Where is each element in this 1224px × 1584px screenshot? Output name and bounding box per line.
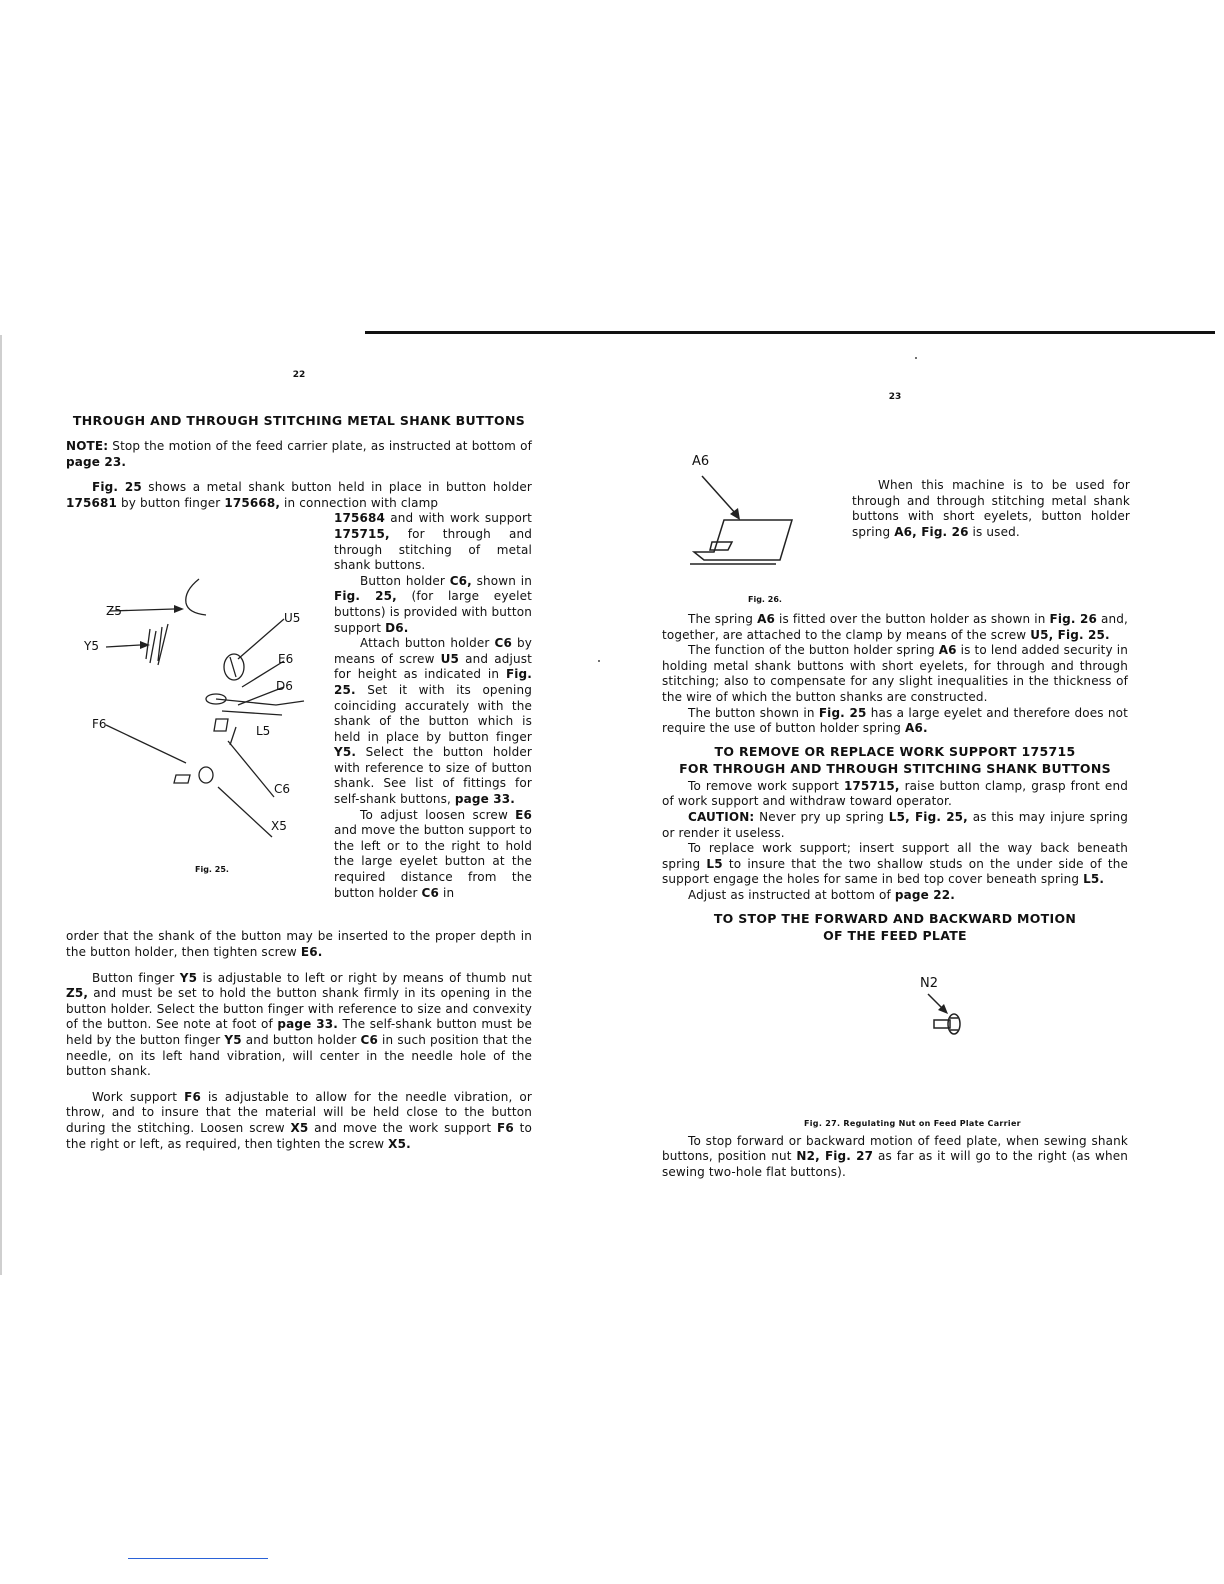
label-z5: Z5 <box>106 604 122 619</box>
attach-paragraph: Attach button holder C6 by means of screw U5 and adjust for height as indicated in Fig. 25. Set it with its opening coinciding accurately with the shank of the button which is held in place by button finger Y5. Select the button holder with reference to size of button shank. See list of fittings for self-shank buttons, page 33. <box>334 636 532 807</box>
label-l5: L5 <box>256 724 271 739</box>
button-finger-paragraph: Button finger Y5 is adjustable to left or right by means of thumb nut Z5, and must be set to hold the button shank firmly in its opening in the button holder. Select the button finger with reference to size and convexity of the button. See note at foot of page 33. The self-shank button must be held by the button finger Y5 and button holder C6 in such position that the needle, on its left hand vibration, will center in the needle hole of the button shank. <box>66 970 533 1079</box>
y5-leader <box>106 645 140 647</box>
continuation-paragraph: order that the shank of the button may be inserted to the proper depth in the button holder, then tighten screw E6. <box>66 929 532 959</box>
remove-paragraph: To remove work support 175715, raise button clamp, grasp front end of work support and withdraw toward operator. <box>662 778 1128 809</box>
label-a6: A6 <box>692 454 710 469</box>
button-finger-shape <box>146 624 168 665</box>
label-f6: F6 <box>92 717 107 732</box>
work-support-shape <box>174 775 190 783</box>
figure-26-text: When this machine is to be used for through and through stitching metal shank buttons with short eyelets, button holder spring A6, Fig. 26 is used. <box>852 478 1130 539</box>
section-title: THROUGH AND THROUGH STITCHING METAL SHANK BUTTONS <box>72 413 526 428</box>
label-n2: N2 <box>920 975 938 991</box>
stop-paragraph: To stop forward or backward motion of feed plate, when sewing shank buttons, position nut N2, Fig. 27 as far as it will go to the right (as when sewing two-hole flat buttons). <box>662 1133 1128 1179</box>
l5-leader <box>230 727 236 745</box>
stop-motion-heading: TO STOP THE FORWARD AND BACKWARD MOTION OF THE FEED PLATE <box>713 910 1077 943</box>
page-number: 23 <box>888 392 902 402</box>
x5-leader <box>218 787 272 837</box>
label-e6: E6 <box>278 652 294 667</box>
label-y5: Y5 <box>84 639 99 654</box>
speck <box>598 660 600 662</box>
label-c6: C6 <box>274 782 291 797</box>
label-x5: X5 <box>271 819 287 834</box>
screw-u5-shape <box>224 654 244 680</box>
intro-paragraph: Fig. 25 shows a metal shank button held in place in button holder 175681 by button finger 175668, in connection with clamp <box>66 480 532 510</box>
figure-26-block <box>662 412 1128 612</box>
left-page <box>66 370 532 1152</box>
figure-side-text <box>334 511 532 901</box>
adjust-paragraph: To adjust loosen screw E6 and move the button support to the left or to the right to hold the large eyelet button at the required distance from the button holder C6 in <box>334 807 532 900</box>
adjust-reference-paragraph: Adjust as instructed at bottom of page 22. <box>688 887 955 902</box>
spring-fit-paragraph: The spring A6 is fitted over the button holder as shown in Fig. 26 and, together, are attached to the clamp by means of the screw U5, Fig. 25. <box>662 612 1128 642</box>
label-u5: U5 <box>284 611 301 626</box>
top-rule <box>365 331 1215 334</box>
figure-26-caption: Fig. 26. <box>748 595 782 604</box>
speck <box>915 357 917 359</box>
work-support-paragraph: Work support F6 is adjustable to allow for the needle vibration, or throw, and to insure that the material will be held close to the button during the stitching. Loosen screw X5 and move the work support F6 to the right or left, as required, then tighten the screw X5. <box>66 1089 532 1151</box>
bottom-link-line <box>128 1558 268 1559</box>
caution-paragraph: CAUTION: Never pry up spring L5, Fig. 25, as this may injure spring or render it useless. <box>662 809 1128 840</box>
figure-25-caption: Fig. 25. <box>195 865 229 875</box>
right-page <box>662 392 1128 1180</box>
figure-26-drawing <box>684 472 804 572</box>
remove-heading: TO REMOVE OR REPLACE WORK SUPPORT 175715 FOR THROUGH AND THROUGH STITCHING SHANK BUTTONS <box>679 743 1111 776</box>
spring-a6-shape <box>694 520 792 560</box>
page-number: 22 <box>292 370 306 380</box>
holder-paragraph: Button holder C6, shown in Fig. 25, (for large eyelet buttons) is provided with button support D6. <box>334 573 532 635</box>
f6-leader <box>106 725 186 763</box>
thumb-nut-shape <box>186 579 206 615</box>
label-d6: D6 <box>276 679 293 694</box>
spring-function-paragraph: The function of the button holder spring A6 is to lend added security in holding metal shank buttons with short eyelets, for through and through stitching; also to compensate for any slight inequalities in the thickness of the wire of which the button shanks are constructed. <box>662 643 1128 704</box>
screw-x5-shape <box>199 767 213 783</box>
figure-27-drawing <box>922 992 972 1042</box>
replace-paragraph: To replace work support; insert support all the way back beneath spring L5 to insure that the two shallow studs on the under side of the support engage the holes for same in bed top cover beneath spring L5. <box>662 841 1128 887</box>
figure-25 <box>66 569 328 929</box>
clamp-paragraph: 175684 and with work support 175715, for through and through stitching of metal shank buttons. <box>334 511 532 573</box>
page-edge <box>0 335 2 1275</box>
figure-27-caption: Fig. 27. Regulating Nut on Feed Plate Carrier <box>804 1118 1021 1128</box>
c6-leader <box>228 741 274 797</box>
note-paragraph: NOTE: Stop the motion of the feed carrier plate, as instructed at bottom of page 23. <box>66 439 532 469</box>
figure-25-block <box>66 511 532 929</box>
large-eyelet-paragraph: The button shown in Fig. 25 has a large eyelet and therefore does not require the use of button holder spring A6. <box>662 705 1128 736</box>
figure-27-block <box>662 964 1128 1134</box>
